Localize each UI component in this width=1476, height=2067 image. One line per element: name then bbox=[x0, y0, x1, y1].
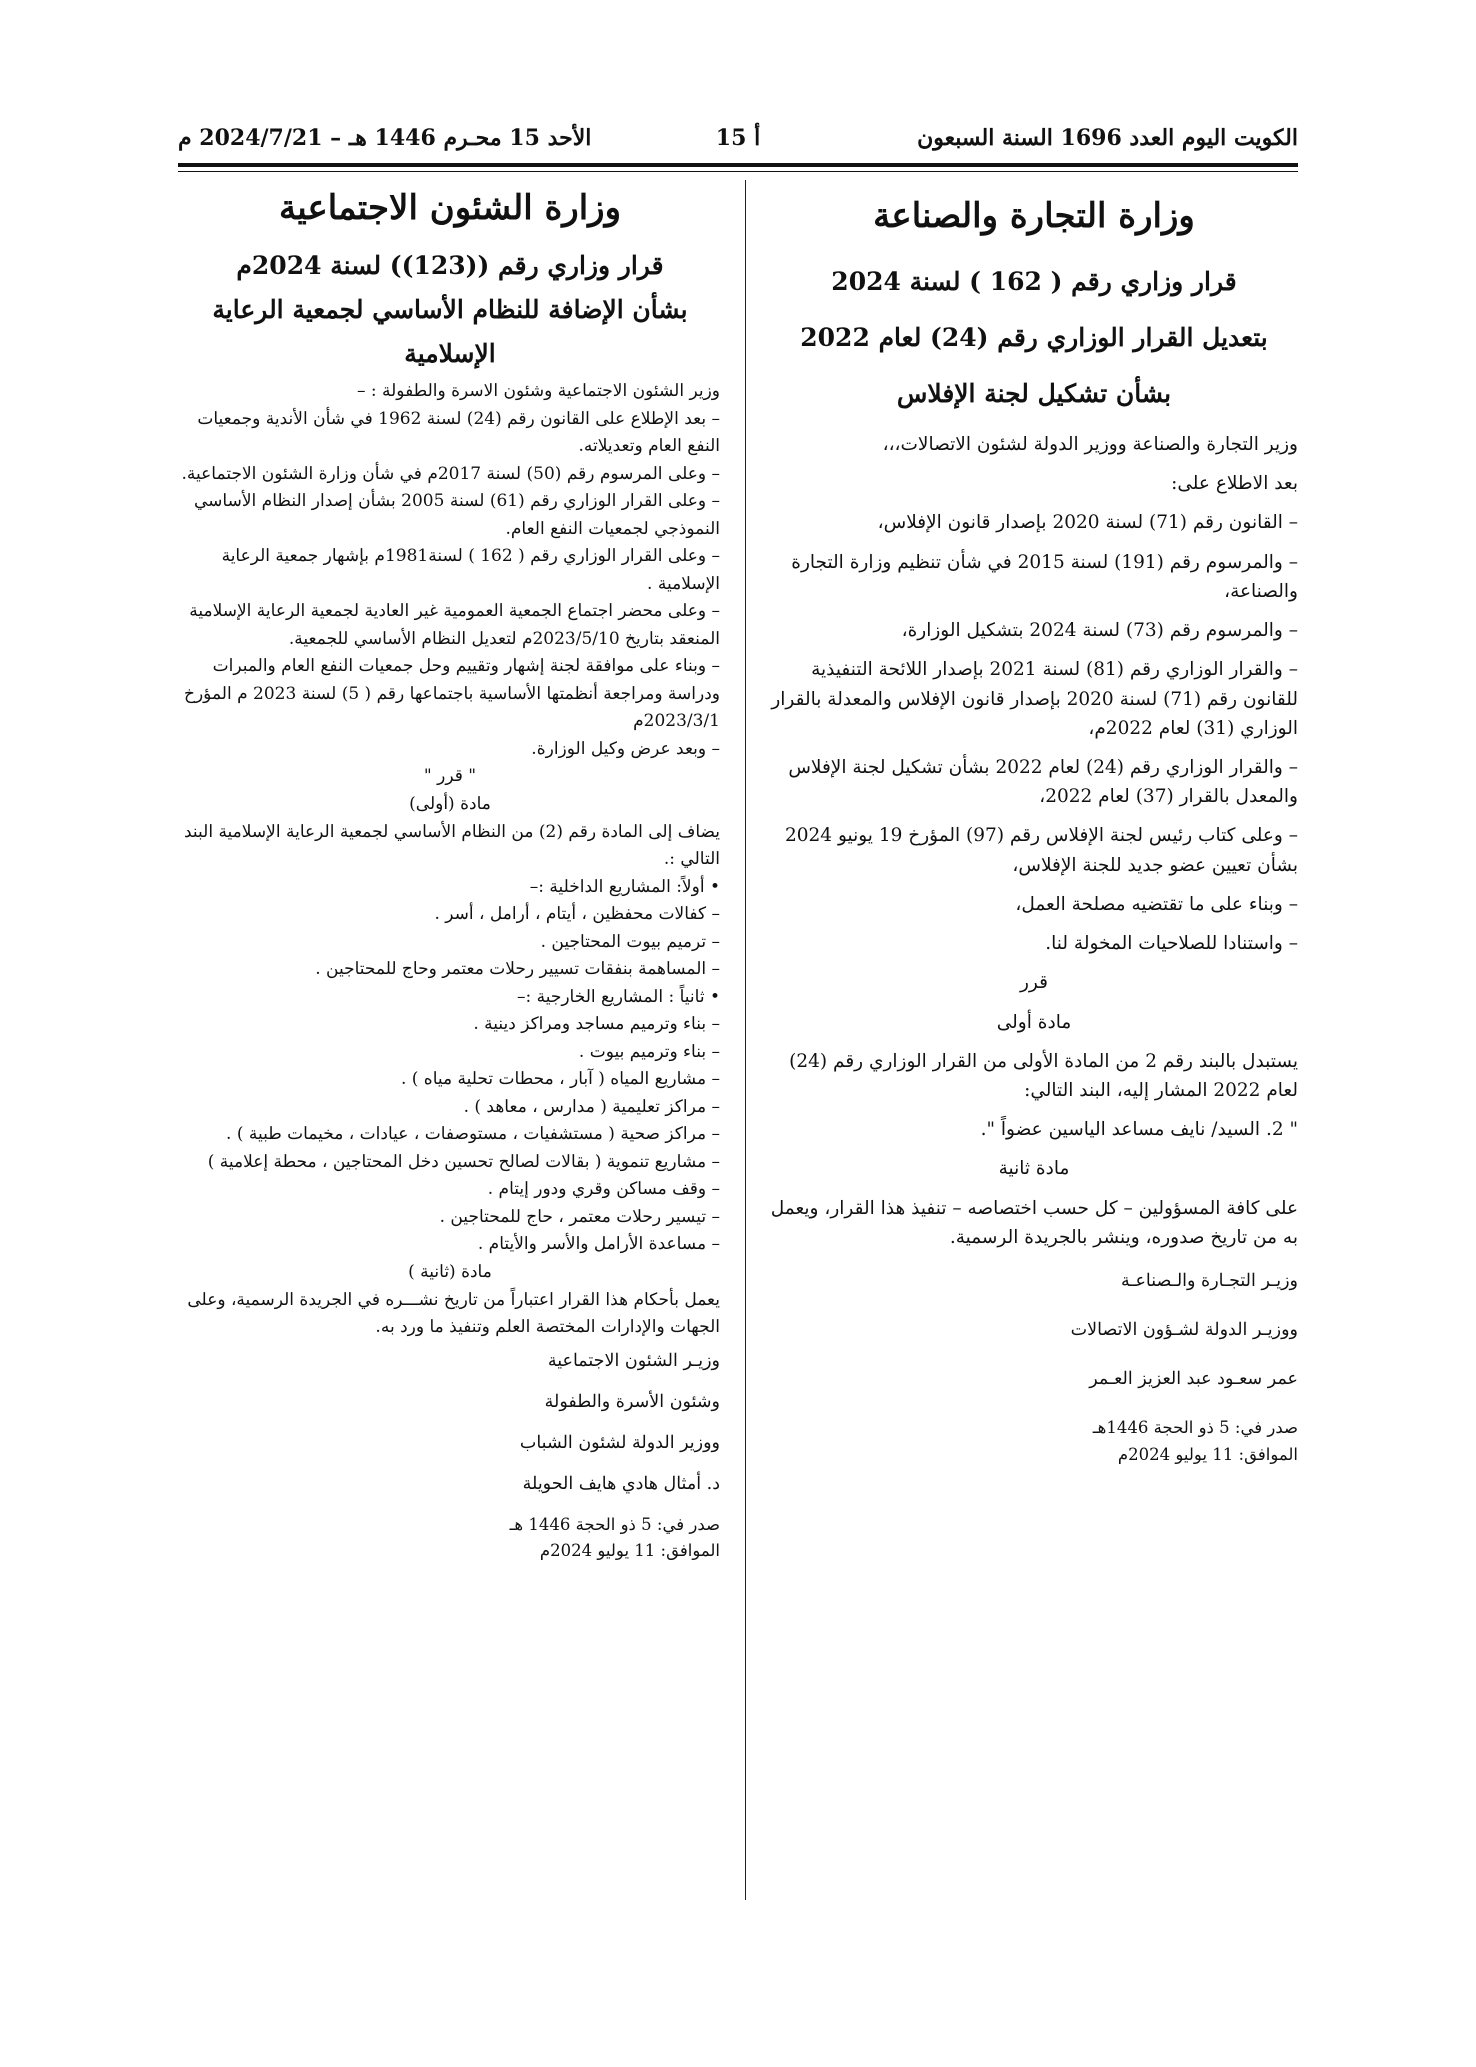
signature-name: عمر سعـود عبد العزيز العـمر bbox=[1089, 1369, 1298, 1390]
preamble-paragraph: – وبناء على ما تقتضيه مصلحة العمل، bbox=[1015, 893, 1298, 915]
article-text: على كافة المسؤولين – كل حسب اختصاصه – تنفيذ هذا القرار، ويعمل به من تاريخ صدوره، وينشر بالجريدة الرسمية. bbox=[770, 1197, 1298, 1248]
signature-line: وشئون الأسرة والطفولة bbox=[544, 1391, 720, 1412]
article-title: مادة (أولى) bbox=[409, 793, 491, 814]
corresponding-date: الموافق: 11 يوليو 2024م bbox=[539, 1541, 720, 1561]
preamble-paragraph: – وعلى محضر اجتماع الجمعية العمومية غير العادية لجمعية الرعاية الإسلامية المنعقد بتاريخ 2023/5/10م لتعديل النظام الأساسي للجمعية. bbox=[189, 601, 720, 649]
decree-title-line: بتعديل القرار الوزاري رقم (24) لعام 2022 bbox=[800, 323, 1268, 352]
header-rule-thin bbox=[178, 171, 1298, 172]
article-text: يستبدل بالبند رقم 2 من المادة الأولى من القرار الوزاري رقم (24) لعام 2022 المشار إليه، البند التالي: bbox=[789, 1050, 1298, 1101]
preamble-paragraph: – بعد الإطلاع على القانون رقم (24) لسنة 1962 في شأن الأندية وجمعيات النفع العام وتعديلاته. bbox=[197, 408, 720, 457]
decree-social-affairs-column bbox=[180, 180, 720, 1565]
list-item: – كفالات محفظين ، أيتام ، أرامل ، أسر . bbox=[434, 904, 720, 925]
list-item: – وقف مساكن وقري ودور إيتام . bbox=[487, 1179, 720, 1200]
decree-title-line: قرار وزاري رقم ((123)) لسنة 2024م bbox=[236, 251, 664, 280]
header-page-number: أ 15 bbox=[715, 125, 761, 151]
preamble-paragraph: – والمرسوم رقم (191) لسنة 2015 في شأن تنظيم وزارة التجارة والصناعة، bbox=[791, 551, 1298, 602]
signature-line: وزيـر التجـارة والـصناعـة bbox=[1120, 1271, 1298, 1292]
list-item: – مشاريع المياه ( آبار ، محطات تحلية مياه ) . bbox=[400, 1069, 720, 1090]
preamble-paragraph: – والقرار الوزاري رقم (81) لسنة 2021 بإصدار اللائحة التنفيذية للقانون رقم (71) لسنة 2020 بإصدار قانون الإفلاس والمعدلة بالقرار الوزاري (31) لعام 2022م، bbox=[771, 659, 1298, 739]
decree-title-line: بشأن تشكيل لجنة الإفلاس bbox=[896, 379, 1172, 408]
issued-date: صدر في: 5 ذو الحجة 1446هـ bbox=[1092, 1418, 1298, 1438]
decided-heading: " قرر " bbox=[423, 766, 477, 787]
signature-line: ووزير الدولة لشئون الشباب bbox=[519, 1432, 720, 1453]
preamble-paragraph: – وعلى القرار الوزاري رقم ( 162 ) لسنة1981م بإشهار جمعية الرعاية الإسلامية . bbox=[221, 546, 720, 594]
preamble-paragraph: وزير التجارة والصناعة ووزير الدولة لشئون الاتصالات،،، bbox=[882, 434, 1298, 455]
preamble-paragraph: – واستنادا للصلاحيات المخولة لنا. bbox=[1045, 933, 1298, 955]
ministry-title: وزارة الشئون الاجتماعية bbox=[278, 188, 622, 228]
list-item: – مراكز تعليمية ( مدارس ، معاهد ) . bbox=[463, 1096, 720, 1117]
decree-commerce-column bbox=[770, 180, 1298, 1468]
issued-date: صدر في: 5 ذو الحجة 1446 هـ bbox=[509, 1515, 720, 1535]
decree-title-line: قرار وزاري رقم ( 162 ) لسنة 2024 bbox=[831, 267, 1237, 296]
ministry-title: وزارة التجارة والصناعة bbox=[873, 196, 1195, 236]
preamble-paragraph: بعد الاطلاع على: bbox=[1171, 473, 1298, 495]
preamble-paragraph: – والمرسوم رقم (73) لسنة 2024 بتشكيل الوزارة، bbox=[901, 620, 1298, 642]
header-rule-thick bbox=[178, 163, 1298, 167]
signature-line: وزيـر الشئون الاجتماعية bbox=[547, 1350, 720, 1371]
member-line: " 2. السيد/ نايف مساعد الياسين عضواً ". bbox=[980, 1119, 1298, 1141]
decided-heading: قرر bbox=[1020, 972, 1048, 994]
article-text: يعمل بأحكام هذا القرار اعتباراً من تاريخ نشـــره في الجريدة الرسمية، وعلى الجهات والإدارات المختصة العلم وتنفيذ ما ورد به. bbox=[187, 1289, 720, 1338]
preamble-paragraph: وزير الشئون الاجتماعية وشئون الاسرة والطفولة : – bbox=[356, 381, 720, 401]
article-title: مادة (ثانية ) bbox=[408, 1262, 492, 1282]
column-divider bbox=[745, 180, 746, 1900]
page-header bbox=[178, 118, 1298, 158]
external-projects-heading: • ثانياً : المشاريع الخارجية :– bbox=[516, 986, 720, 1007]
preamble-paragraph: – والقرار الوزاري رقم (24) لعام 2022 بشأن تشكيل لجنة الإفلاس والمعدل بالقرار (37) لعام 2022، bbox=[788, 756, 1298, 808]
preamble-paragraph: – وعلى كتاب رئيس لجنة الإفلاس رقم (97) المؤرخ 19 يونيو 2024 بشأن تعيين عضو جديد للجنة الإفلاس، bbox=[784, 825, 1298, 876]
preamble-paragraph: – القانون رقم (71) لسنة 2020 بإصدار قانون الإفلاس، bbox=[877, 512, 1298, 534]
internal-projects-heading: • أولاً: المشاريع الداخلية :– bbox=[529, 876, 720, 897]
header-issue: الكويت اليوم العدد 1696 السنة السبعون bbox=[917, 125, 1298, 151]
preamble-paragraph: – وعلى القرار الوزاري رقم (61) لسنة 2005 بشأن إصدار النظام الأساسي النموذجي لجمعيات النفع العام. bbox=[194, 491, 720, 539]
corresponding-date: الموافق: 11 يوليو 2024م bbox=[1117, 1444, 1298, 1464]
header-date: الأحد 15 محـرم 1446 هـ – 2024/7/21 م bbox=[178, 125, 592, 151]
decree-title-line: بشأن الإضافة للنظام الأساسي لجمعية الرعاية bbox=[212, 295, 688, 324]
list-item: – المساهمة بنفقات تسيير رحلات معتمر وحاج للمحتاجين . bbox=[315, 959, 720, 980]
preamble-paragraph: – وبعد عرض وكيل الوزارة. bbox=[531, 738, 720, 759]
list-item: – بناء وترميم بيوت . bbox=[578, 1041, 720, 1062]
list-item: – مساعدة الأرامل والأسر والأيتام . bbox=[477, 1234, 720, 1255]
list-item: – ترميم بيوت المحتاجين . bbox=[540, 931, 720, 952]
signature-name: د. أمثال هادي هايف الحويلة bbox=[522, 1473, 720, 1494]
list-item: – بناء وترميم مساجد ومراكز دينية . bbox=[473, 1014, 720, 1035]
decree-title-line: الإسلامية bbox=[404, 339, 496, 368]
article-title: مادة ثانية bbox=[998, 1158, 1070, 1180]
list-item: – تيسير رحلات معتمر ، حاج للمحتاجين . bbox=[439, 1206, 720, 1227]
preamble-paragraph: – وعلى المرسوم رقم (50) لسنة 2017م في شأن وزارة الشئون الاجتماعية. bbox=[181, 463, 720, 484]
preamble-paragraph: – وبناء على موافقة لجنة إشهار وتقييم وحل جمعيات النفع العام والمبرات ودراسة ومراجعة أنظمتها الأساسية باجتماعها رقم ( 5) لسنة 2023 م المؤرخ 2023/3/1م bbox=[184, 656, 720, 732]
article-title: مادة أولى bbox=[996, 1011, 1072, 1033]
signature-line: ووزيـر الدولة لشـؤون الاتصالات bbox=[1070, 1320, 1298, 1341]
list-item: – مراكز صحية ( مستشفيات ، مستوصفات ، عيادات ، مخيمات طبية ) . bbox=[226, 1124, 720, 1145]
list-item: – مشاريع تنموية ( بقالات لصالح تحسين دخل المحتاجين ، محطة إعلامية ) bbox=[207, 1151, 720, 1172]
article-text: يضاف إلى المادة رقم (2) من النظام الأساسي لجمعية الرعاية الإسلامية البند التالي :. bbox=[183, 821, 720, 870]
